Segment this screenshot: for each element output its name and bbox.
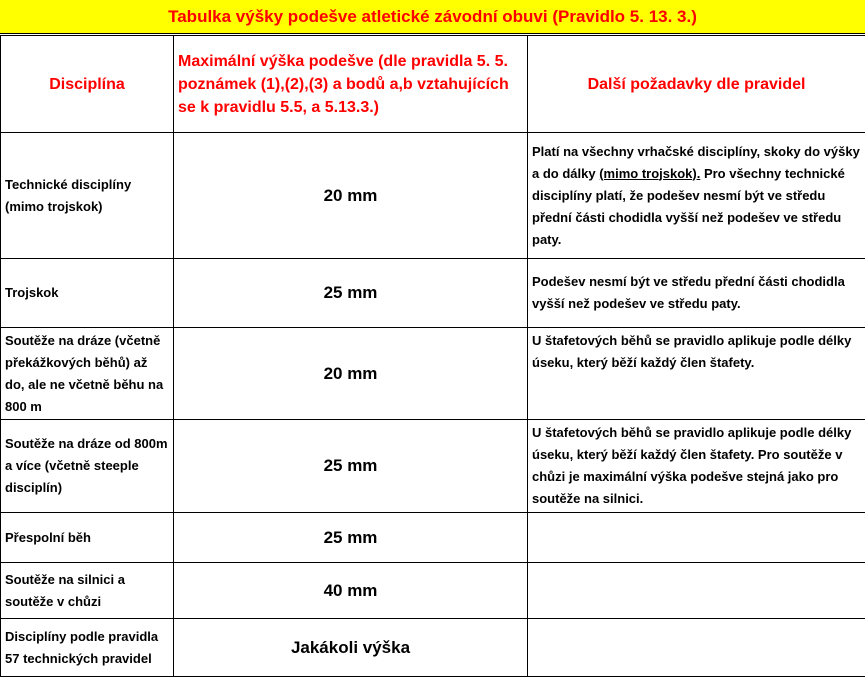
- height-cell: 25 mm: [174, 259, 528, 328]
- requirements-cell: U štafetových běhů se pravidlo aplikuje podle délky úseku, který běží každý člen štafety.: [528, 328, 865, 420]
- requirements-cell: [528, 619, 865, 677]
- requirements-text: Platí na všechny vrhačské disciplíny, skoky do výšky a do dálky: [532, 143, 860, 181]
- header-row: [1, 36, 865, 133]
- discipline-cell: Soutěže na dráze (včetně překážkových běhů) až do, ale ne včetně běhu na 800 m: [1, 328, 174, 420]
- table-row: [1, 420, 865, 513]
- discipline-cell: Technické disciplíny (mimo trojskok): [1, 133, 174, 259]
- height-cell: 25 mm: [174, 420, 528, 513]
- table-row: [1, 133, 865, 259]
- table-row: [1, 619, 865, 677]
- discipline-cell: Přespolní běh: [1, 513, 174, 563]
- requirements-underlined-text: (mimo trojskok).: [599, 165, 701, 181]
- sole-height-table: [0, 35, 865, 677]
- height-cell: 40 mm: [174, 563, 528, 619]
- height-cell: 20 mm: [174, 133, 528, 259]
- table-row: [1, 513, 865, 563]
- requirements-text-continued: Pro všechny technické disciplíny platí, že podešev nesmí být ve středu přední části chodidla vyšší než podešev ve středu paty.: [532, 165, 845, 247]
- table-row: [1, 328, 865, 420]
- requirements-cell: Podešev nesmí být ve středu přední části chodidla vyšší než podešev ve středu paty.: [528, 259, 865, 328]
- table-title: Tabulka výšky podešve atletické závodní obuvi (Pravidlo 5. 13. 3.): [0, 0, 865, 34]
- discipline-cell: Disciplíny podle pravidla 57 technických pravidel: [1, 619, 174, 677]
- header-other-requirements: Další požadavky dle pravidel: [528, 36, 865, 133]
- table-row: [1, 563, 865, 619]
- discipline-cell: Soutěže na dráze od 800m a více (včetně steeple disciplín): [1, 420, 174, 513]
- discipline-cell: Soutěže na silnici a soutěže v chůzi: [1, 563, 174, 619]
- height-cell: Jakákoli výška: [174, 619, 528, 677]
- requirements-cell: U štafetových běhů se pravidlo aplikuje podle délky úseku, který běží každý člen štafety. Pro soutěže v chůzi je maximální výška podešve stejná jako pro soutěže na silnici.: [528, 420, 865, 513]
- header-discipline: Disciplína: [1, 36, 174, 133]
- table-row: [1, 259, 865, 328]
- requirements-cell: [528, 133, 865, 259]
- requirements-cell: [528, 563, 865, 619]
- height-cell: 20 mm: [174, 328, 528, 420]
- header-max-height: Maximální výška podešve (dle pravidla 5. 5. poznámek (1),(2),(3) a bodů a,b vztahujících se k pravidlu 5.5, a 5.13.3.): [174, 36, 528, 133]
- discipline-cell: Trojskok: [1, 259, 174, 328]
- height-cell: 25 mm: [174, 513, 528, 563]
- requirements-cell: [528, 513, 865, 563]
